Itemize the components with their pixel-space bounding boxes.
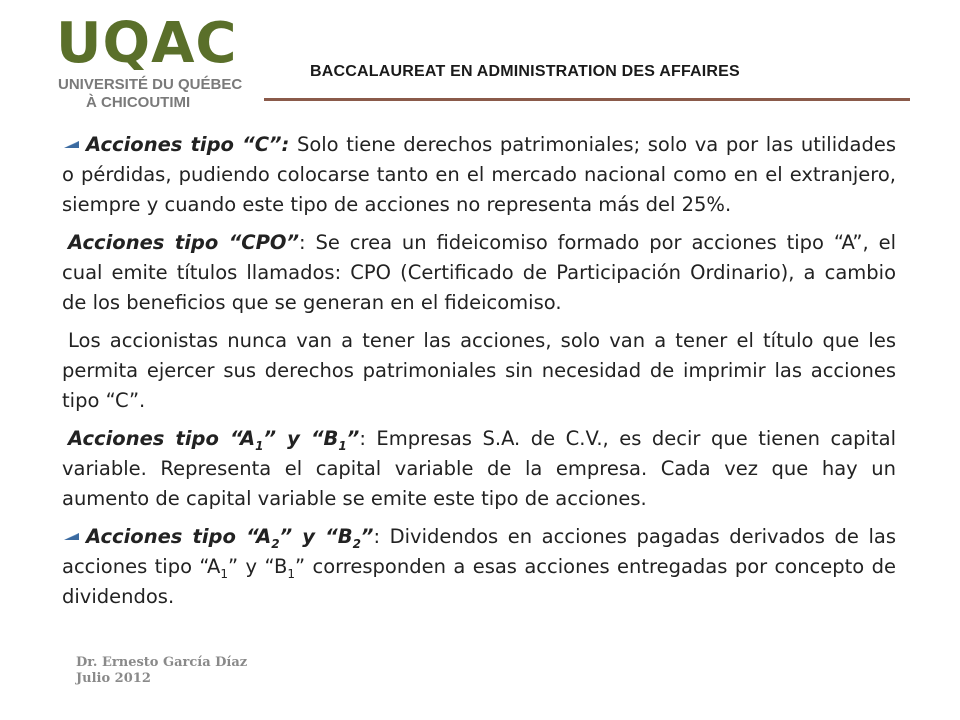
paragraph-accionistas xyxy=(62,326,896,416)
text-acciones-a2-b2: : Dividendos en acciones pagadas derivados de las acciones tipo “$A_1$” y “$B_1$” corresponden a esas acciones entregadas por concepto de dividendos. xyxy=(62,525,897,608)
logo-university-line: UNIVERSITÉ DU QUÉBEC xyxy=(58,76,243,93)
text-acciones-a1-b1: : Empresas S.A. de C.V., es decir que tienen capital variable. Representa el capital variable de la empresa. Cada vez que hay un aumento de capital variable se emite este tipo de acciones. xyxy=(62,427,896,510)
term-acciones-a1-b1: Acciones tipo “$A_1$” y “$B_1$” xyxy=(68,427,360,453)
paragraph-acciones-cpo xyxy=(62,228,896,318)
term-acciones-cpo: Acciones tipo “CPO” xyxy=(68,231,300,254)
footer xyxy=(76,655,276,687)
uqac-logo xyxy=(56,11,264,112)
paragraph-acciones-a1-b1 xyxy=(62,424,896,514)
header-divider xyxy=(264,98,910,101)
arrow-bullet-icon xyxy=(62,137,82,150)
slide-content xyxy=(62,130,896,620)
footer-date: Julio 2012 xyxy=(76,671,151,686)
text-acciones-cpo: : Se crea un fideicomiso formado por acciones tipo “A”, el cual emite títulos llamados: CPO (Certificado de Participación Ordinario), a cambio de los beneficios que se generan en el fideicomiso. xyxy=(62,231,897,314)
footer-author: Dr. Ernesto García Díaz xyxy=(76,655,248,670)
program-title: BACCALAUREAT EN ADMINISTRATION DES AFFAIRES xyxy=(310,63,740,80)
paragraph-acciones-a2-b2 xyxy=(62,522,896,612)
arrow-bullet-icon xyxy=(62,529,82,542)
logo-wordmark: UQAC xyxy=(56,11,238,76)
text-accionistas: Los accionistas nunca van a tener las acciones, solo van a tener el título que les permita ejercer sus derechos patrimoniales sin necesidad de imprimir las acciones tipo “C”. xyxy=(62,329,896,412)
term-acciones-a2-b2: Acciones tipo “$A_2$” y “$B_2$” xyxy=(86,525,374,551)
text-acciones-c: Solo tiene derechos patrimoniales; solo va por las utilidades o pérdidas, pudiendo colocarse tanto en el mercado nacional como en el extranjero, siempre y cuando este tipo de acciones no representa más del 25%. xyxy=(62,133,896,216)
logo-city-line: À CHICOUTIMI xyxy=(86,94,191,111)
paragraph-acciones-c xyxy=(62,130,896,220)
term-acciones-c: Acciones tipo “C”: xyxy=(86,133,290,156)
